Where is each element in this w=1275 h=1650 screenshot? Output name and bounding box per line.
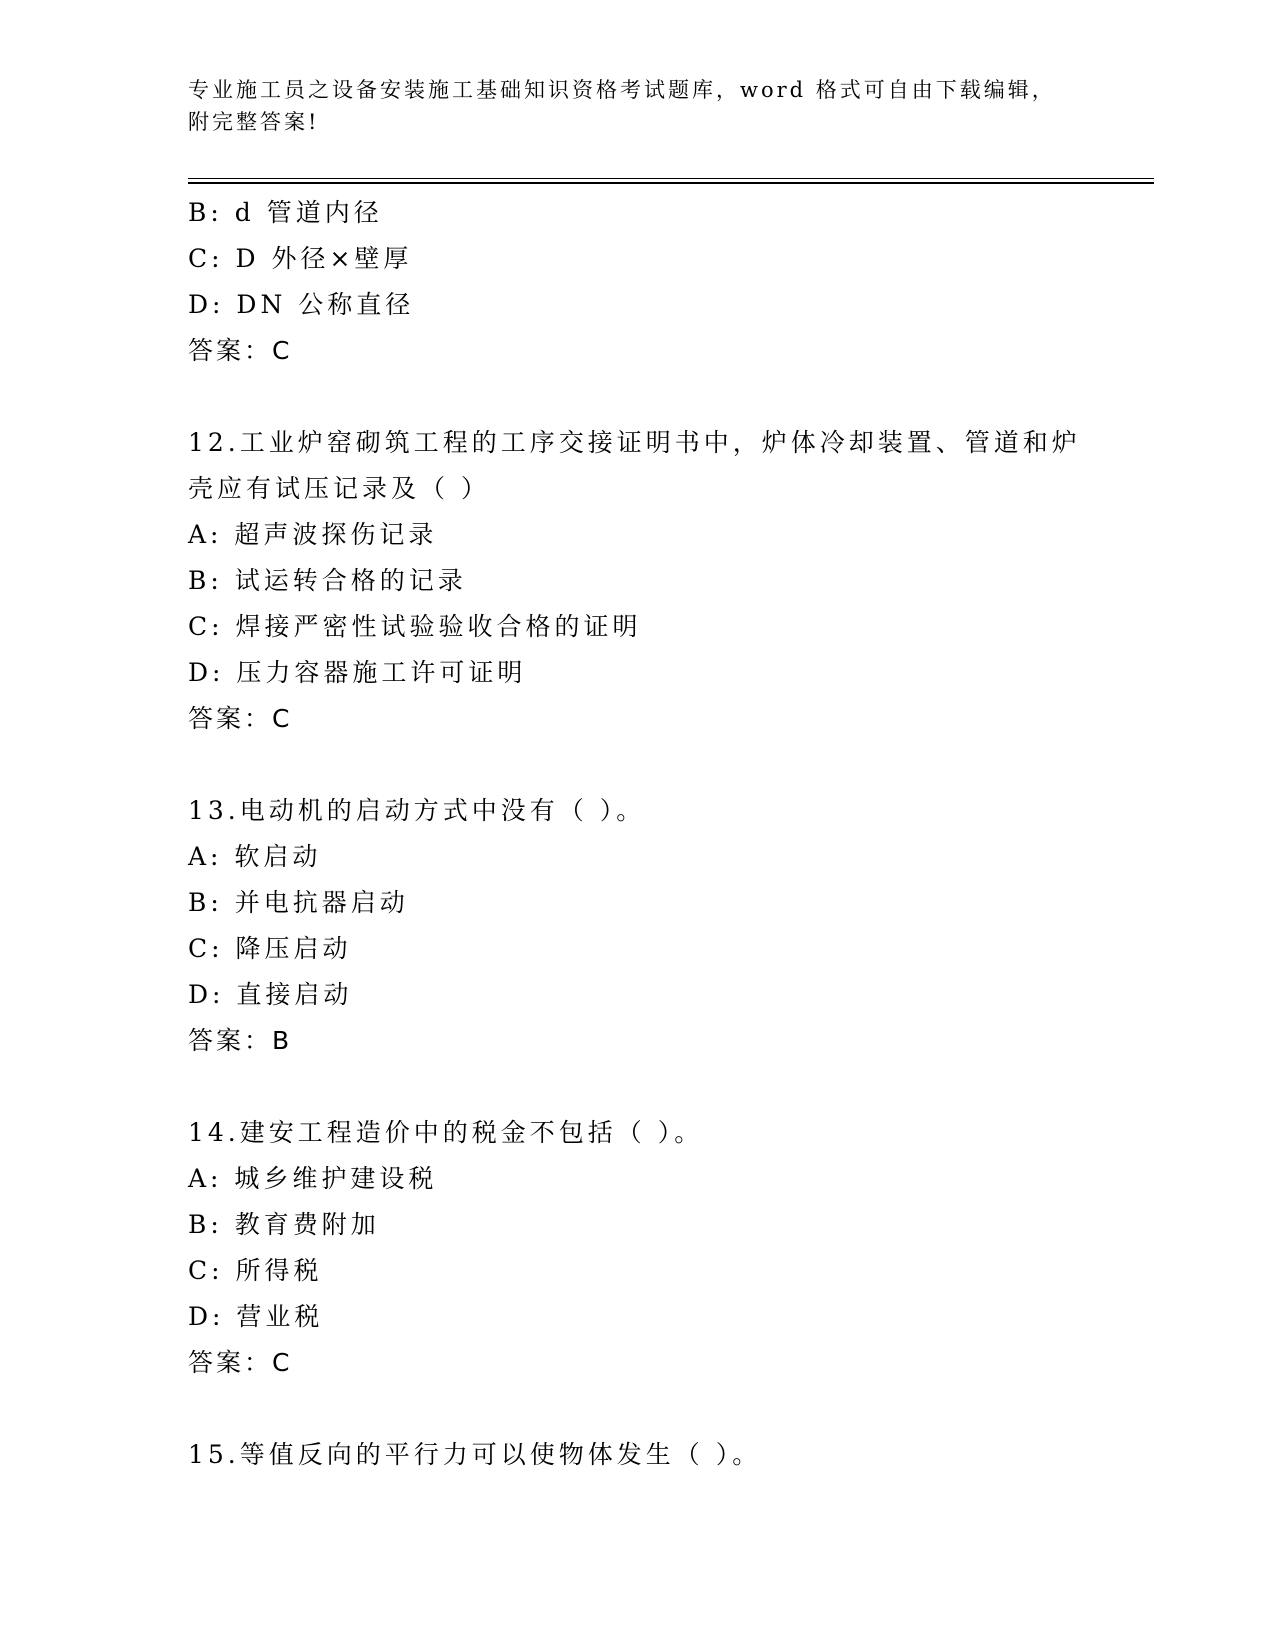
spacer xyxy=(188,1386,1088,1432)
option-a: A: 城乡维护建设税 xyxy=(188,1164,438,1193)
question-text: 15.等值反向的平行力可以使物体发生（ ）。 xyxy=(188,1440,762,1469)
option-d: D: 直接启动 xyxy=(188,980,353,1009)
option-c: C: 所得税 xyxy=(188,1256,323,1285)
spacer xyxy=(188,1064,1088,1110)
spacer xyxy=(188,374,1088,420)
header-rule-thin xyxy=(188,178,1154,179)
previous-question-block xyxy=(188,190,1088,374)
option-b: B: d 管道内径 xyxy=(188,198,383,227)
option-b: B: 教育费附加 xyxy=(188,1210,380,1239)
question-text-line-1: 12.工业炉窑砌筑工程的工序交接证明书中，炉体冷却装置、管道和炉 xyxy=(188,428,1081,457)
option-c: C: D 外径×壁厚 xyxy=(188,244,413,273)
question-12 xyxy=(188,420,1088,742)
option-b: B: 并电抗器启动 xyxy=(188,888,409,917)
answer: 答案：C xyxy=(188,704,293,733)
question-list xyxy=(188,190,1088,1478)
header-rule-thick xyxy=(188,182,1154,184)
question-text: 14.建安工程造价中的税金不包括（ ）。 xyxy=(188,1118,704,1147)
option-c: C: 降压启动 xyxy=(188,934,352,963)
question-15 xyxy=(188,1432,1088,1478)
option-b: B: 试运转合格的记录 xyxy=(188,566,467,595)
answer: 答案：B xyxy=(188,1026,293,1055)
option-d: D: DN 公称直径 xyxy=(188,290,415,319)
option-a: A: 软启动 xyxy=(188,842,322,871)
spacer xyxy=(188,742,1088,788)
document-header xyxy=(188,74,1068,138)
answer: 答案：C xyxy=(188,1348,293,1377)
question-text-line-2: 壳应有试压记录及（ ） xyxy=(188,474,490,503)
option-a: A: 超声波探伤记录 xyxy=(188,520,438,549)
header-line-1: 专业施工员之设备安装施工基础知识资格考试题库，word 格式可自由下载编辑， xyxy=(188,78,1056,102)
question-14 xyxy=(188,1110,1088,1386)
question-13 xyxy=(188,788,1088,1064)
option-d: D: 压力容器施工许可证明 xyxy=(188,658,527,687)
answer: 答案：C xyxy=(188,336,293,365)
option-c: C: 焊接严密性试验验收合格的证明 xyxy=(188,612,642,641)
header-line-2: 附完整答案! xyxy=(188,110,320,134)
question-text: 13.电动机的启动方式中没有（ ）。 xyxy=(188,796,646,825)
option-d: D: 营业税 xyxy=(188,1302,324,1331)
